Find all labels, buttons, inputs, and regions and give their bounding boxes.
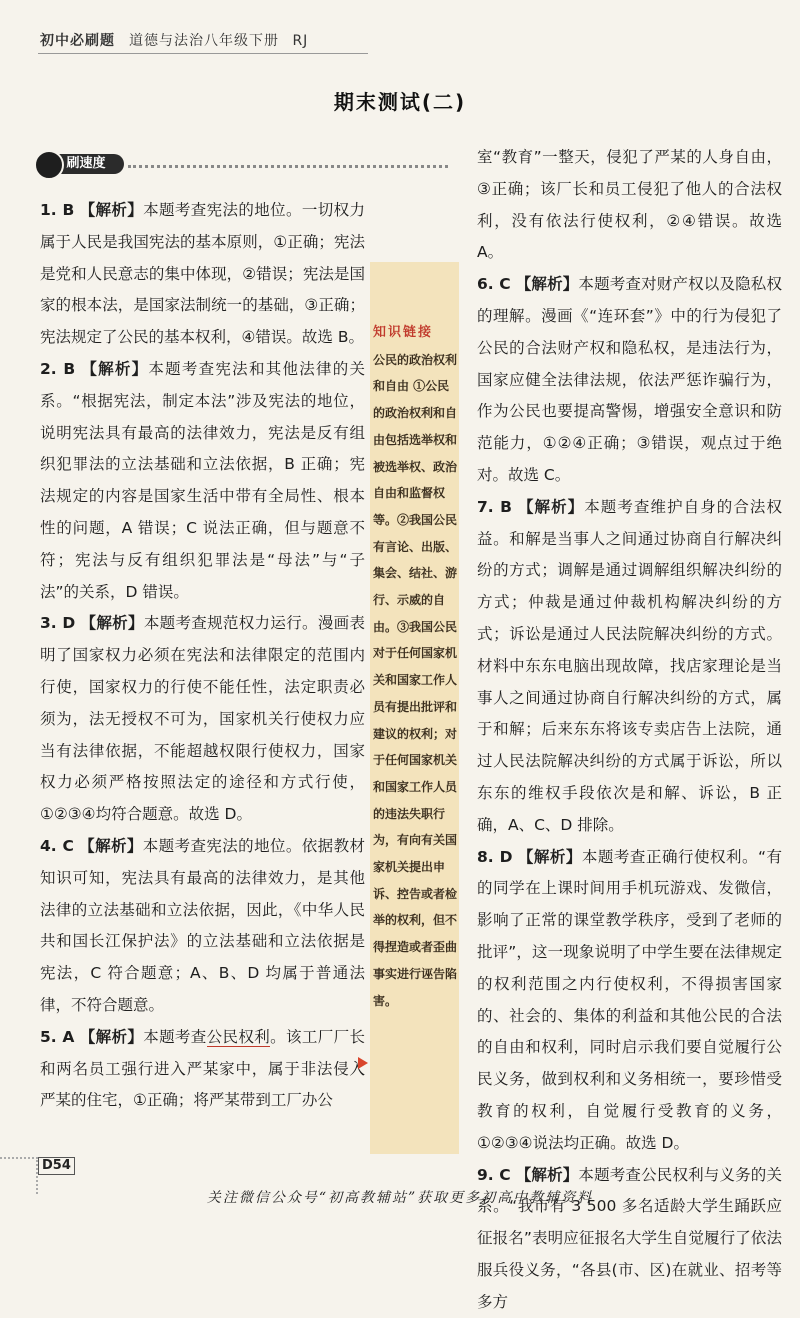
header-edition: RJ xyxy=(292,33,308,49)
sidebar-title: 知识链接 xyxy=(373,320,459,347)
knowledge-sidebar-text xyxy=(373,320,459,1014)
answer-item: 7. B 【解析】本题考查维护自身的合法权益。和解是当事人之间通过协商自行解决纠纷的方式；调解是通过调解组织解决纠纷的方式；仲裁是通过仲裁机构解决纠纷的方式；诉讼是通过人民法院解决纠纷的方式。材料中东东电脑出现故障，找店家理论是当事人之间通过协商自行解决纠纷的方式，属于和解；后来东东将该专卖店告上法院，通过人民法院解决纠纷的方式属于诉讼，所以东东的维权手段依次是和解、诉讼，B 正确，A、C、D 排除。 xyxy=(477,492,782,842)
right-column xyxy=(477,142,782,1318)
sidebar-body: 公民的政治权利和自由 ①公民的政治权利和自由包括选举权和被选举权、政治自由和监督权等。②我国公民有言论、出版、集会、结社、游行、示威的自由。③我国公民对于任何国家机关和国家工作人员有提出批评和建议的权利；对于任何国家机关和国家工作人员的违法失职行为，有向有关国家机关提出申诉、控告或者检举的权利，但不得捏造或者歪曲事实进行诬告陷害。 xyxy=(373,347,459,1015)
left-column xyxy=(40,195,365,1117)
badge-label: 刷速度 xyxy=(48,154,124,174)
header-subject: 道德与法治八年级下册 xyxy=(129,33,279,49)
answer-item: 室“教育”一整天，侵犯了严某的人身自由，③正确；该厂长和员工侵犯了他人的合法权利，没有依法行使权利，②④错误。故选 A。 xyxy=(477,142,782,269)
pointer-arrow-icon xyxy=(358,1057,368,1069)
header-divider xyxy=(38,53,368,54)
answer-item: 5. A 【解析】本题考查公民权利。该工厂厂长和两名员工强行进入严某家中，属于非法侵入严某的住宅，①正确；将严某带到工厂办公 xyxy=(40,1022,365,1117)
badge-circle-icon xyxy=(34,150,64,180)
header-series: 初中必刷题 xyxy=(40,33,115,49)
header-text xyxy=(40,30,308,50)
answer-item: 8. D 【解析】本题考查正确行使权利。“有的同学在上课时间用手机玩游戏、发微信，影响了正常的课堂教学秩序，受到了老师的批评”，这一现象说明了中学生要在法律规定的权利范围之内行使权利，不得损害国家的、社会的、集体的利益和其他公民的合法的自由和权利，同时启示我们要自觉履行公民义务，做到权利和义务相统一，要珍惜受教育的权利，自觉履行受教育的义务，①②③④说法均正确。故选 D。 xyxy=(477,842,782,1160)
page-number: D54 xyxy=(38,1157,75,1175)
speed-badge xyxy=(34,150,126,178)
answer-item: 4. C 【解析】本题考查宪法的地位。依据教材知识可知，宪法具有最高的法律效力，是其他法律的立法基础和立法依据，因此，《中华人民共和国长江保护法》的立法基础和立法依据是宪法，C 符合题意；A、B、D 均属于普通法律，不符合题意。 xyxy=(40,831,365,1022)
page-header xyxy=(0,0,800,58)
answer-item: 1. B 【解析】本题考查宪法的地位。一切权力属于人民是我国宪法的基本原则，①正确；宪法是党和人民意志的集中体现，②错误；宪法是国家的根本法，是国家法制统一的基础，③正确；宪法规定了公民的基本权利，④错误。故选 B。 xyxy=(40,195,365,354)
dotted-divider xyxy=(128,165,448,168)
answer-item: 9. C 【解析】本题考查公民权利与义务的关系。“我市有 3 500 多名适龄大学生踊跃应征报名”表明应征报名大学生自觉履行了依法服兵役义务，“各县(市、区)在就业、招考等多方 xyxy=(477,1160,782,1318)
footer-note: 关注微信公众号“初高教辅站”获取更多初高中教辅资料 xyxy=(0,1187,800,1207)
answer-item: 3. D 【解析】本题考查规范权力运行。漫画表明了国家权力必须在宪法和法律限定的范围内行使，国家权力的行使不能任性，法定职责必须为，法无授权不可为，国家机关行使权力应当有法律依据，不能超越权限行使权力，国家权力必须严格按照法定的途径和方式行使，①②③④均符合题意。故选 D。 xyxy=(40,608,365,831)
answer-item: 2. B 【解析】本题考查宪法和其他法律的关系。“根据宪法，制定本法”涉及宪法的地位，说明宪法具有最高的法律效力，宪法是反有组织犯罪法的立法基础和立法依据，B 正确；宪法规定的内容是国家生活中带有全局性、根本性的问题，A 错误；C 说法正确，但与题意不符；宪法与反有组织犯罪法是“母法”与“子法”的关系，D 错误。 xyxy=(40,354,365,608)
underlined-keyword: 公民权利 xyxy=(207,1028,270,1047)
page-title: 期末测试(二) xyxy=(0,86,800,115)
answer-item: 6. C 【解析】本题考查对财产权以及隐私权的理解。漫画《“连环套”》中的行为侵犯了公民的合法财产权和隐私权，是违法行为，国家应健全法律法规，依法严惩诈骗行为，作为公民也要提高警惕，增强安全意识和防范能力，①②④正确；③错误，观点过于绝对。故选 C。 xyxy=(477,269,782,492)
